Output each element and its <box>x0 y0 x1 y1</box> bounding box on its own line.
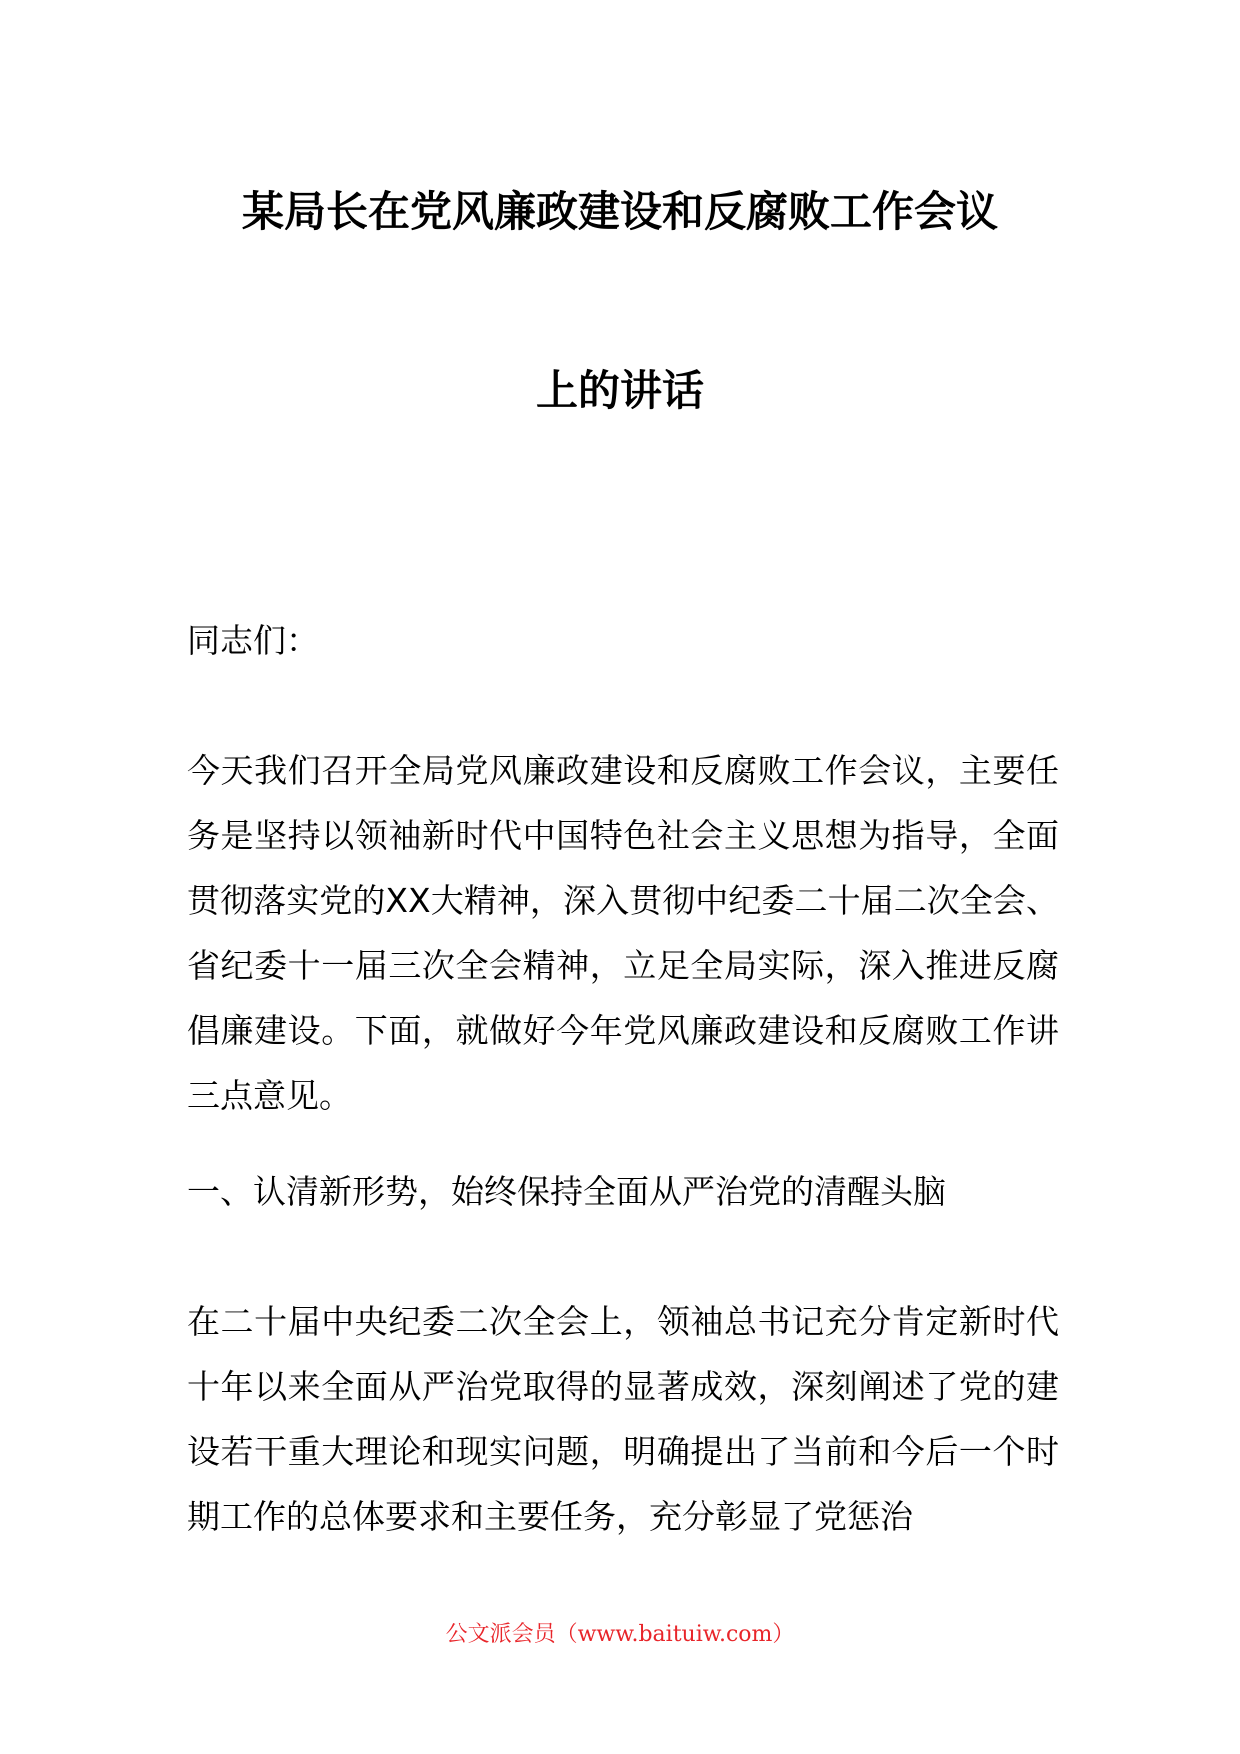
salutation: 同志们： <box>187 621 319 660</box>
body-paragraph-2: 在二十届中央纪委二次全会上，领袖总书记充分肯定新时代十年以来全面从严治党取得的显著成效，深刻阐述了党的建设若干重大理论和现实问题，明确提出了当前和今后一个时期工作的总体要求和主要任务，充分彰显了党惩治 <box>187 1302 1059 1536</box>
footer-watermark: 公文派会员（www.baituiw.com） <box>445 1622 795 1647</box>
document-title-line-2: 上的讲话 <box>535 366 704 415</box>
section-heading-1: 一、认清新形势，始终保持全面从严治党的清醒头脑 <box>187 1172 946 1211</box>
document-title-line-1: 某局长在党风廉政建设和反腐败工作会议 <box>241 187 998 236</box>
body-paragraph-1: 今天我们召开全局党风廉政建设和反腐败工作会议，主要任务是坚持以领袖新时代中国特色社会主义思想为指导，全面贯彻落实党的XX大精神，深入贯彻中纪委二十届二次全会、省纪委十一届三次全会精神，立足全局实际，深入推进反腐倡廉建设。下面，就做好今年党风廉政建设和反腐败工作讲三点意见。 <box>187 751 1059 1115</box>
